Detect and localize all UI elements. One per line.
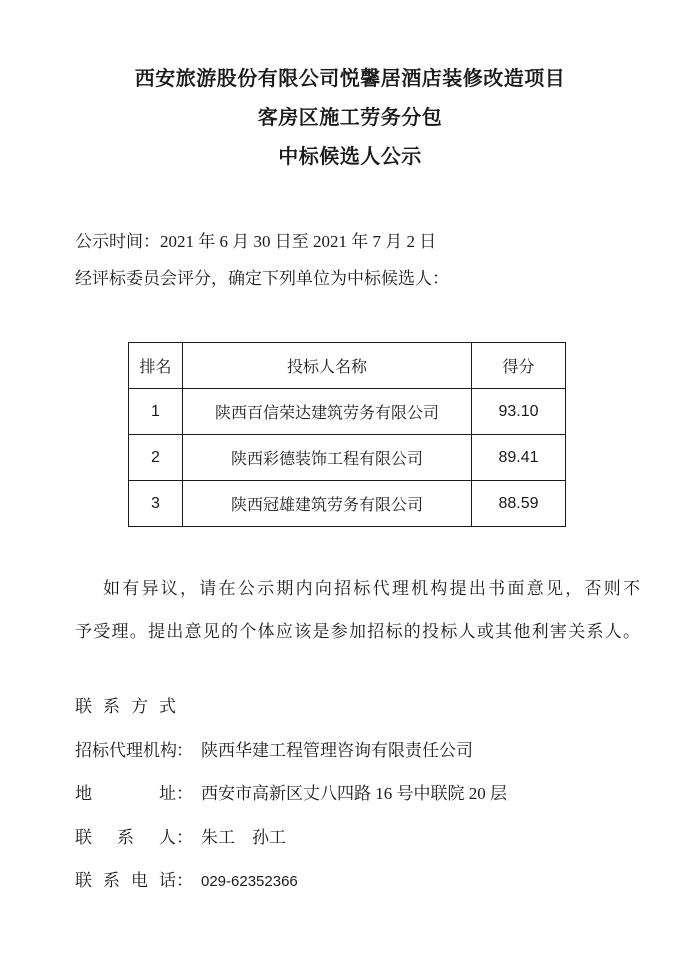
contact-label: 联 系 人 [75,827,176,847]
contact-row [75,729,700,773]
objection-notice [75,567,640,653]
table-row [129,389,566,435]
title-line-announcement: 中标候选人公示 [278,146,422,168]
title-line-project: 西安旅游股份有限公司悦馨居酒店装修改造项目 [134,68,566,90]
contact-section [75,685,700,904]
header-score: 得分 [472,343,566,389]
evaluation-result-line: 经评标委员会评分，确定下列单位为中标候选人： [75,269,449,288]
header-bidder: 投标人名称 [183,343,472,389]
notice-line-1: 如有异议，请在公示期内向招标代理机构提出书面意见，否则不 [103,579,640,598]
publicity-period-line: 公示时间：2021 年 6 月 30 日至 2021 年 7 月 2 日 [75,232,437,251]
cell-bidder-name: 陕西百信荣达建筑劳务有限公司 [183,389,472,435]
contact-label-colon: ： [176,871,193,890]
title-line-section: 客房区施工劳务分包 [257,107,443,129]
contact-value: 陕西华建工程管理咨询有限责任公司 [201,740,473,760]
cell-rank: 3 [129,481,183,527]
cell-rank: 1 [129,389,183,435]
cell-score: 88.59 [472,481,566,527]
contact-value: 029-62352366 [201,873,298,890]
contact-heading-label: 联 系 方 式 [75,697,176,716]
table-row [129,435,566,481]
contact-label-colon: ： [176,827,193,847]
contact-row [75,816,700,860]
contact-value: 西安市高新区丈八四路 16 号中联院 20 层 [201,784,507,803]
contact-row [75,859,700,904]
contact-label: 招 标 代 理 机 构 [75,740,177,760]
contact-row [75,772,700,816]
table-header-row [129,343,566,389]
table-row [129,481,566,527]
cell-score: 89.41 [472,435,566,481]
contact-heading [75,685,700,729]
header-rank: 排名 [129,343,183,389]
document-title [0,60,700,177]
cell-score: 93.10 [472,389,566,435]
intro-section [75,223,700,297]
cell-bidder-name: 陕西彩德装饰工程有限公司 [183,435,472,481]
contact-label-colon: ： [176,784,193,803]
contact-label: 联 系 电 话 [75,871,176,890]
notice-line-2: 予受理。提出意见的个体应该是参加招标的投标人或其他利害关系人。 [75,622,640,641]
contact-label: 地 址 [75,784,176,803]
cell-rank: 2 [129,435,183,481]
cell-bidder-name: 陕西冠雄建筑劳务有限公司 [183,481,472,527]
bid-candidates-table [128,342,566,527]
contact-value: 朱工 孙工 [201,827,286,847]
contact-label-colon: ： [176,740,193,760]
